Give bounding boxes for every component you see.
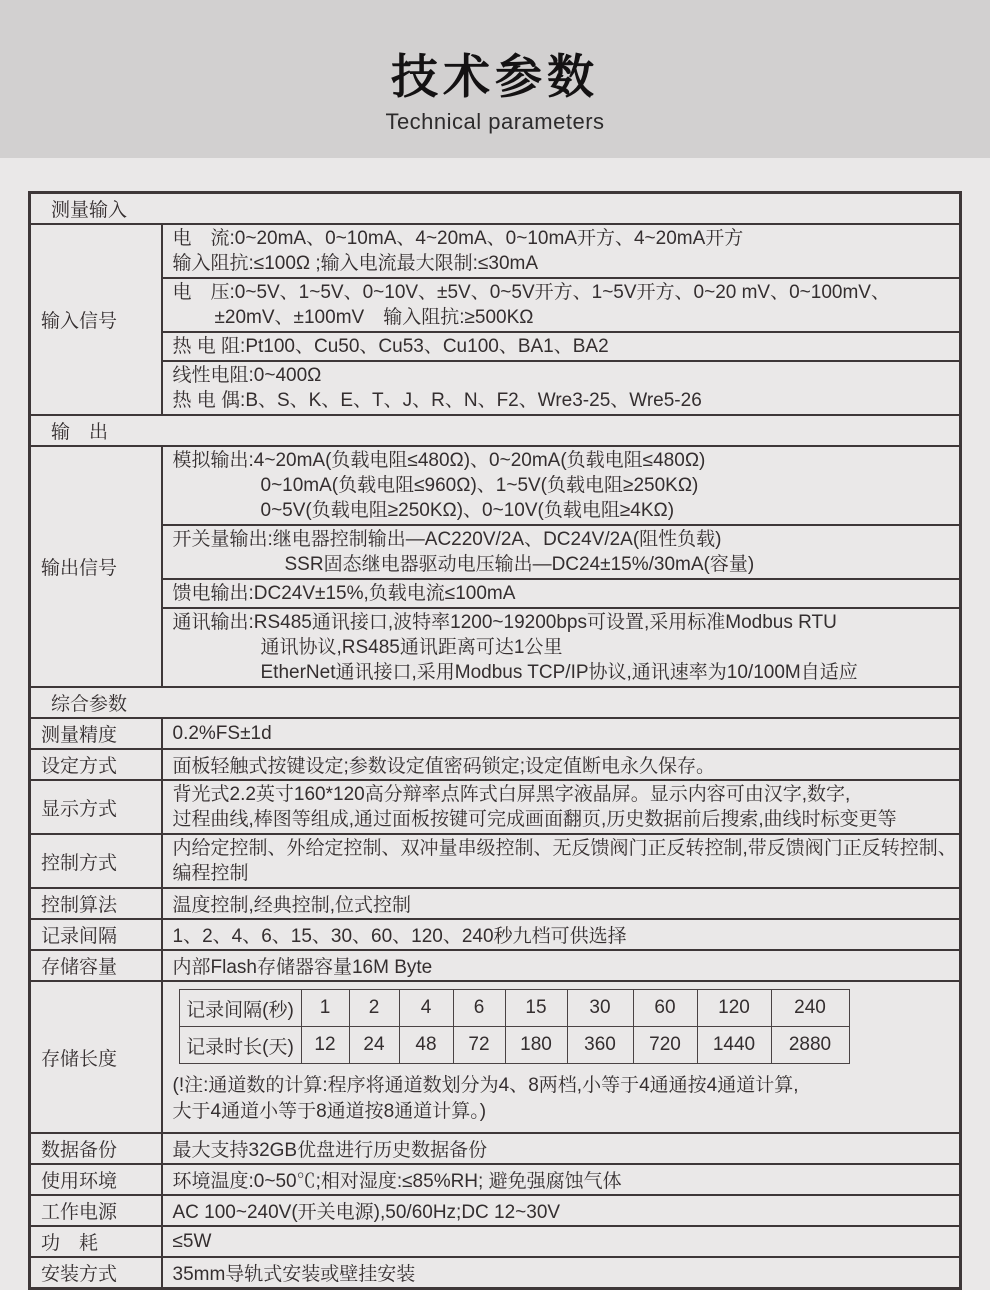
display-line2: 过程曲线,棒图等组成,通过面板按键可完成画面翻页,历史数据前后搜索,曲线时标变更等 xyxy=(172,809,897,830)
output-switch-line2: SSR固态继电器驱动电压输出—DC24±15%/30mA(容量) xyxy=(284,554,755,575)
row-value-backup: 最大支持32GB优盘进行历史数据备份 xyxy=(162,1133,961,1164)
row-consumption xyxy=(30,1226,961,1257)
storage-interval-header: 记录间隔(秒) xyxy=(179,990,301,1027)
row-value-control xyxy=(162,834,961,888)
cell-output-analog xyxy=(162,446,961,525)
row-label-control: 控制方式 xyxy=(30,834,162,888)
output-analog-line1: 模拟输出:4~20mA(负载电阻≤480Ω)、0~20mA(负载电阻≤480Ω) xyxy=(172,450,706,471)
row-value-display xyxy=(162,780,961,834)
row-label-accuracy: 测量精度 xyxy=(30,718,162,749)
storage-table-row-interval xyxy=(179,990,849,1027)
row-input-signal-current xyxy=(30,224,961,278)
input-rtd-line: 热 电 阻:Pt100、Cu50、Cu53、Cu100、BA1、BA2 xyxy=(172,336,609,357)
storage-duration-value: 12 xyxy=(301,1027,349,1064)
storage-duration-value: 72 xyxy=(453,1027,505,1064)
storage-duration-value: 360 xyxy=(567,1027,633,1064)
output-comm-line3: EtherNet通讯接口,采用Modbus TCP/IP协议,通讯速率为10/100M自适应 xyxy=(260,662,858,683)
cell-input-linear-tc xyxy=(162,361,961,415)
row-label-environment: 使用环境 xyxy=(30,1164,162,1195)
row-output-feed xyxy=(30,579,961,608)
storage-interval-value: 2 xyxy=(349,990,399,1027)
input-linear-res-line: 线性电阻:0~400Ω xyxy=(172,365,322,386)
output-comm-line1: 通讯输出:RS485通讯接口,波特率1200~19200bps可设置,采用标准Modbus RTU xyxy=(172,612,837,633)
section-row-output xyxy=(30,415,961,446)
section-title-general: 综合参数 xyxy=(30,687,961,718)
row-value-environment: 环境温度:0~50℃;相对湿度:≤85%RH; 避免强腐蚀气体 xyxy=(162,1164,961,1195)
row-algorithm xyxy=(30,888,961,919)
storage-duration-value: 720 xyxy=(633,1027,697,1064)
storage-duration-value: 24 xyxy=(349,1027,399,1064)
row-label-algorithm: 控制算法 xyxy=(30,888,162,919)
row-label-interval: 记录间隔 xyxy=(30,919,162,950)
cell-output-comm xyxy=(162,608,961,687)
storage-note-line1: (!注:通道数的计算:程序将通道数划分为4、8两档,小等于4通通按4通道计算, xyxy=(172,1075,799,1096)
row-backup xyxy=(30,1133,961,1164)
row-control xyxy=(30,834,961,888)
cell-input-voltage xyxy=(162,278,961,332)
storage-duration-value: 1440 xyxy=(697,1027,771,1064)
cell-output-switch xyxy=(162,525,961,579)
row-output-analog xyxy=(30,446,961,525)
row-output-comm xyxy=(30,608,961,687)
storage-duration-value: 48 xyxy=(399,1027,453,1064)
section-title-measure-input: 测量输入 xyxy=(30,193,961,225)
input-voltage-line1: 电 压:0~5V、1~5V、0~10V、±5V、0~5V开方、1~5V开方、0~20 mV、0~100mV、 xyxy=(172,282,890,303)
row-label-display: 显示方式 xyxy=(30,780,162,834)
row-interval xyxy=(30,919,961,950)
row-input-signal-voltage xyxy=(30,278,961,332)
row-accuracy xyxy=(30,718,961,749)
output-analog-line2: 0~10mA(负载电阻≤960Ω)、1~5V(负载电阻≥250KΩ) xyxy=(260,475,699,496)
row-value-accuracy: 0.2%FS±1d xyxy=(162,718,961,749)
cell-input-current xyxy=(162,224,961,278)
control-line1: 内给定控制、外给定控制、双冲量串级控制、无反馈阀门正反转控制,带反馈阀门正反转控制、 xyxy=(172,838,957,859)
input-current-line1: 电 流:0~20mA、0~10mA、4~20mA、0~10mA开方、4~20mA开方 xyxy=(172,228,744,249)
storage-interval-value: 6 xyxy=(453,990,505,1027)
section-row-measure-input xyxy=(30,193,961,225)
row-label-consumption: 功 耗 xyxy=(30,1226,162,1257)
row-power xyxy=(30,1195,961,1226)
row-storage-length xyxy=(30,981,961,1133)
storage-table xyxy=(179,989,850,1064)
output-feed-line: 馈电输出:DC24V±15%,负载电流≤100mA xyxy=(172,583,516,604)
input-thermocouple-line: 热 电 偶:B、S、K、E、T、J、R、N、F2、Wre3-25、Wre5-26 xyxy=(172,390,702,411)
row-setting xyxy=(30,749,961,780)
storage-interval-value: 1 xyxy=(301,990,349,1027)
page-subtitle: Technical parameters xyxy=(385,109,605,134)
row-label-power: 工作电源 xyxy=(30,1195,162,1226)
storage-interval-value: 240 xyxy=(771,990,849,1027)
storage-duration-value: 2880 xyxy=(771,1027,849,1064)
row-label-setting: 设定方式 xyxy=(30,749,162,780)
storage-duration-value: 180 xyxy=(505,1027,567,1064)
control-line2: 编程控制 xyxy=(172,863,249,884)
storage-duration-header: 记录时长(天) xyxy=(179,1027,301,1064)
storage-interval-value: 30 xyxy=(567,990,633,1027)
row-label-capacity: 存储容量 xyxy=(30,950,162,981)
storage-interval-value: 60 xyxy=(633,990,697,1027)
row-value-interval: 1、2、4、6、15、30、60、120、240秒九档可供选择 xyxy=(162,919,961,950)
row-environment xyxy=(30,1164,961,1195)
row-label-storage: 存储长度 xyxy=(30,981,162,1133)
section-title-output: 输 出 xyxy=(30,415,961,446)
cell-output-feed xyxy=(162,579,961,608)
row-input-signal-rtd xyxy=(30,332,961,361)
display-line1: 背光式2.2英寸160*120高分辩率点阵式白屏黑字液晶屏。显示内容可由汉字,数字, xyxy=(172,784,851,805)
output-switch-line1: 开关量输出:继电器控制输出—AC220V/2A、DC24V/2A(阻性负载) xyxy=(172,529,722,550)
row-value-power: AC 100~240V(开关电源),50/60Hz;DC 12~30V xyxy=(162,1195,961,1226)
output-analog-line3: 0~5V(负载电阻≥250KΩ)、0~10V(负载电阻≥4KΩ) xyxy=(260,500,675,521)
storage-interval-value: 120 xyxy=(697,990,771,1027)
row-display xyxy=(30,780,961,834)
storage-interval-value: 15 xyxy=(505,990,567,1027)
cell-input-rtd xyxy=(162,332,961,361)
storage-interval-value: 4 xyxy=(399,990,453,1027)
row-value-mounting: 35mm导轨式安装或壁挂安装 xyxy=(162,1257,961,1289)
row-label-mounting: 安装方式 xyxy=(30,1257,162,1289)
storage-note xyxy=(173,1073,950,1125)
row-value-storage xyxy=(162,981,961,1133)
row-output-switch xyxy=(30,525,961,579)
row-value-algorithm: 温度控制,经典控制,位式控制 xyxy=(162,888,961,919)
row-capacity xyxy=(30,950,961,981)
output-comm-line2: 通讯协议,RS485通讯距离可达1公里 xyxy=(260,637,563,658)
row-value-consumption: ≤5W xyxy=(162,1226,961,1257)
input-voltage-line2: ±20mV、±100mV 输入阻抗:≥500KΩ xyxy=(214,307,534,328)
row-mounting xyxy=(30,1257,961,1289)
row-value-capacity: 内部Flash存储器容量16M Byte xyxy=(162,950,961,981)
storage-note-line2: 大于4通道小等于8通道按8通道计算。) xyxy=(172,1101,487,1122)
row-value-setting: 面板轻触式按键设定;参数设定值密码锁定;设定值断电永久保存。 xyxy=(162,749,961,780)
input-current-line2: 输入阻抗:≤100Ω ;输入电流最大限制:≤30mA xyxy=(172,253,539,274)
storage-table-row-duration xyxy=(179,1027,849,1064)
row-label-output-signal: 输出信号 xyxy=(30,446,162,687)
row-input-signal-linear-tc xyxy=(30,361,961,415)
row-label-backup: 数据备份 xyxy=(30,1133,162,1164)
header-band xyxy=(0,0,990,158)
row-label-input-signal: 输入信号 xyxy=(30,224,162,415)
section-row-general xyxy=(30,687,961,718)
page-title: 技术参数 xyxy=(391,50,599,103)
spec-table xyxy=(28,191,962,1290)
